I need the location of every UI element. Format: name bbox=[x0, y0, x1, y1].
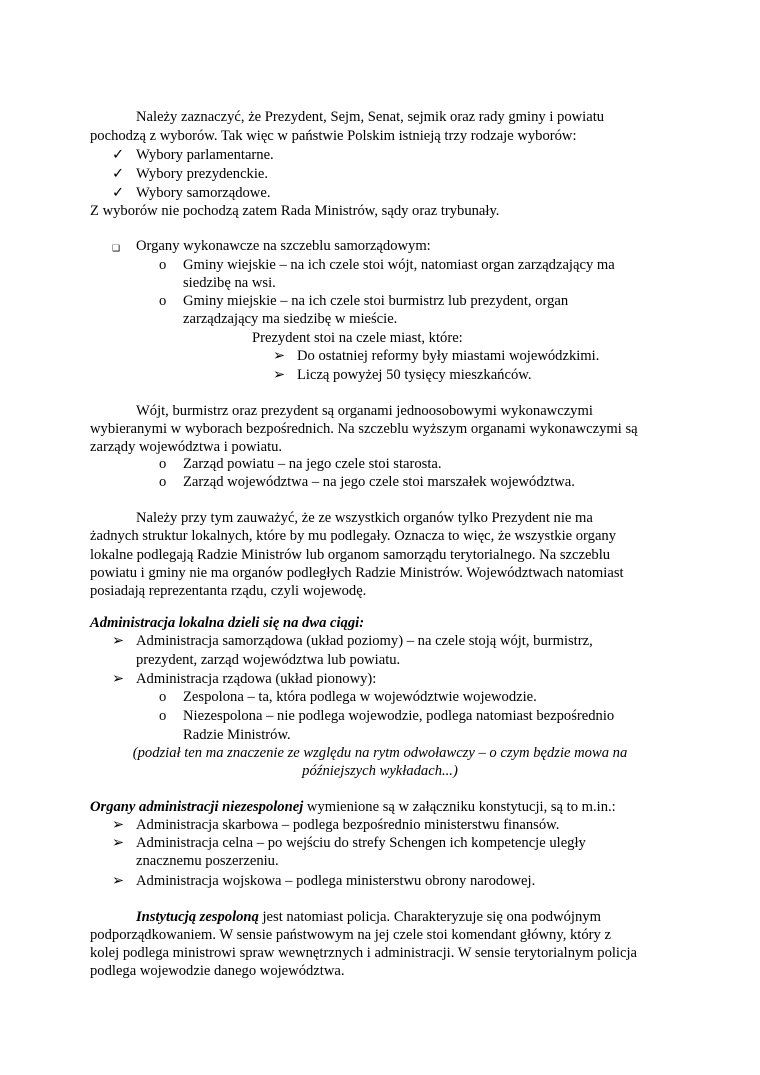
paragraph-line: pochodzą z wyborów. Tak więc w państwie Polskim istnieją trzy rodzaje wyborów: bbox=[90, 128, 577, 144]
list-item: siedzibę na wsi. bbox=[183, 275, 276, 291]
paragraph-line: Należy zaznaczyć, że Prezydent, Sejm, Senat, sejmik oraz rady gminy i powiatu bbox=[136, 109, 605, 125]
paragraph-line: posiadają reprezentanta rządu, czyli wojewodę. bbox=[90, 583, 367, 599]
list-item: Administracja wojskowa – podlega ministerstwu obrony narodowej. bbox=[136, 873, 536, 889]
paragraph-line: kolej podlega ministrowi spraw wewnętrznych i administracji. W sensie terytorialnym policja bbox=[90, 945, 637, 961]
checkmark-icon: ✓ bbox=[112, 147, 125, 163]
paragraph-line: zarządy województwa i powiatu. bbox=[90, 439, 283, 455]
arrow-bullet-icon: ➢ bbox=[112, 817, 125, 833]
paragraph-line: lokalne podlegają Radzie Ministrów lub organom samorządu terytorialnego. Na szczeblu bbox=[90, 547, 611, 563]
list-item: prezydent, zarząd województwa lub powiatu. bbox=[136, 652, 401, 668]
list-item: Administracja skarbowa – podlega bezpośrednio ministerstwu finansów. bbox=[136, 817, 560, 833]
paragraph-line: żadnych struktur lokalnych, które by mu podlegały. Oznacza to więc, że wszystkie organy bbox=[90, 528, 617, 544]
paragraph-line: Należy przy tym zauważyć, że ze wszystkich organów tylko Prezydent nie ma bbox=[136, 510, 593, 526]
paragraph-line bbox=[136, 908, 601, 927]
list-item: znacznemu poszerzeniu. bbox=[136, 853, 279, 869]
checkmark-icon: ✓ bbox=[112, 166, 125, 182]
list-item: Gminy miejskie – na ich czele stoi burmistrz lub prezydent, organ bbox=[183, 293, 569, 309]
bold-phrase: Organy administracji niezespolonej bbox=[90, 799, 304, 815]
arrow-bullet-icon: ➢ bbox=[273, 367, 286, 383]
circle-bullet-icon: o bbox=[159, 257, 167, 273]
list-item: Zarząd powiatu – na jego czele stoi starosta. bbox=[183, 456, 442, 472]
list-heading: Organy wykonawcze na szczeblu samorządowym: bbox=[136, 238, 431, 254]
paragraph-line: Wójt, burmistrz oraz prezydent są organami jednoosobowymi wykonawczymi bbox=[136, 403, 593, 419]
list-item: Administracja celna – po wejściu do strefy Schengen ich kompetencje uległy bbox=[136, 835, 586, 851]
list-item: Wybory parlamentarne. bbox=[136, 147, 274, 163]
bold-phrase: Instytucją zespoloną bbox=[136, 909, 259, 925]
list-item: Zespolona – ta, która podlega w województwie wojewodzie. bbox=[183, 689, 537, 705]
list-item: zarządzający ma siedzibę w mieście. bbox=[183, 311, 398, 327]
paragraph-line: wybieranymi w wyborach bezpośrednich. Na szczeblu wyższym organami wykonawczymi są bbox=[90, 421, 638, 437]
arrow-bullet-icon: ➢ bbox=[112, 671, 125, 687]
list-item: Do ostatniej reformy były miastami wojewódzkimi. bbox=[297, 348, 600, 364]
list-item: Gminy wiejskie – na ich czele stoi wójt, natomiast organ zarządzający ma bbox=[183, 257, 615, 273]
paragraph-line: Z wyborów nie pochodzą zatem Rada Ministrów, sądy oraz trybunały. bbox=[90, 203, 500, 219]
circle-bullet-icon: o bbox=[159, 708, 167, 724]
paragraph-line bbox=[90, 798, 616, 817]
arrow-bullet-icon: ➢ bbox=[273, 348, 286, 364]
square-bullet-icon: ❑ bbox=[112, 243, 121, 253]
arrow-bullet-icon: ➢ bbox=[112, 633, 125, 649]
checkmark-icon: ✓ bbox=[112, 185, 125, 201]
list-item: Wybory prezydenckie. bbox=[136, 166, 269, 182]
list-item: Liczą powyżej 50 tysięcy mieszkańców. bbox=[297, 367, 532, 383]
circle-bullet-icon: o bbox=[159, 689, 167, 705]
list-item: Niezespolona – nie podlega wojewodzie, podlega natomiast bezpośrednio bbox=[183, 708, 615, 724]
arrow-bullet-icon: ➢ bbox=[112, 835, 125, 851]
list-item: Zarząd województwa – na jego czele stoi marszałek województwa. bbox=[183, 474, 575, 490]
list-item: Administracja rządowa (układ pionowy): bbox=[136, 671, 377, 687]
text-run: wymienione są w załączniku konstytucji, są to m.in.: bbox=[303, 799, 616, 815]
circle-bullet-icon: o bbox=[159, 456, 167, 472]
paragraph-line: podlega wojewodzie danego województwa. bbox=[90, 963, 345, 979]
list-item: Wybory samorządowe. bbox=[136, 185, 271, 201]
paragraph-line: podporządkowaniem. W sensie państwowym na jej czele stoi komendant główny, który z bbox=[90, 927, 611, 943]
section-heading: Administracja lokalna dzieli się na dwa ciągi: bbox=[90, 615, 365, 631]
paragraph-line: powiatu i gminy nie ma organów podległych Radzie Ministrów. Województwach natomiast bbox=[90, 565, 624, 581]
arrow-bullet-icon: ➢ bbox=[112, 873, 125, 889]
italic-note: (podział ten ma znaczenie ze względu na rytm odwoławczy – o czym będzie mowa na bbox=[132, 745, 628, 761]
list-item: Radzie Ministrów. bbox=[183, 727, 291, 743]
circle-bullet-icon: o bbox=[159, 293, 167, 309]
paragraph-line: Prezydent stoi na czele miast, które: bbox=[252, 330, 463, 346]
italic-note: późniejszych wykładach...) bbox=[302, 763, 458, 779]
circle-bullet-icon: o bbox=[159, 474, 167, 490]
list-item: Administracja samorządowa (układ poziomy) – na czele stoją wójt, burmistrz, bbox=[136, 633, 593, 649]
text-run: jest natomiast policja. Charakteryzuje się ona podwójnym bbox=[258, 909, 601, 925]
